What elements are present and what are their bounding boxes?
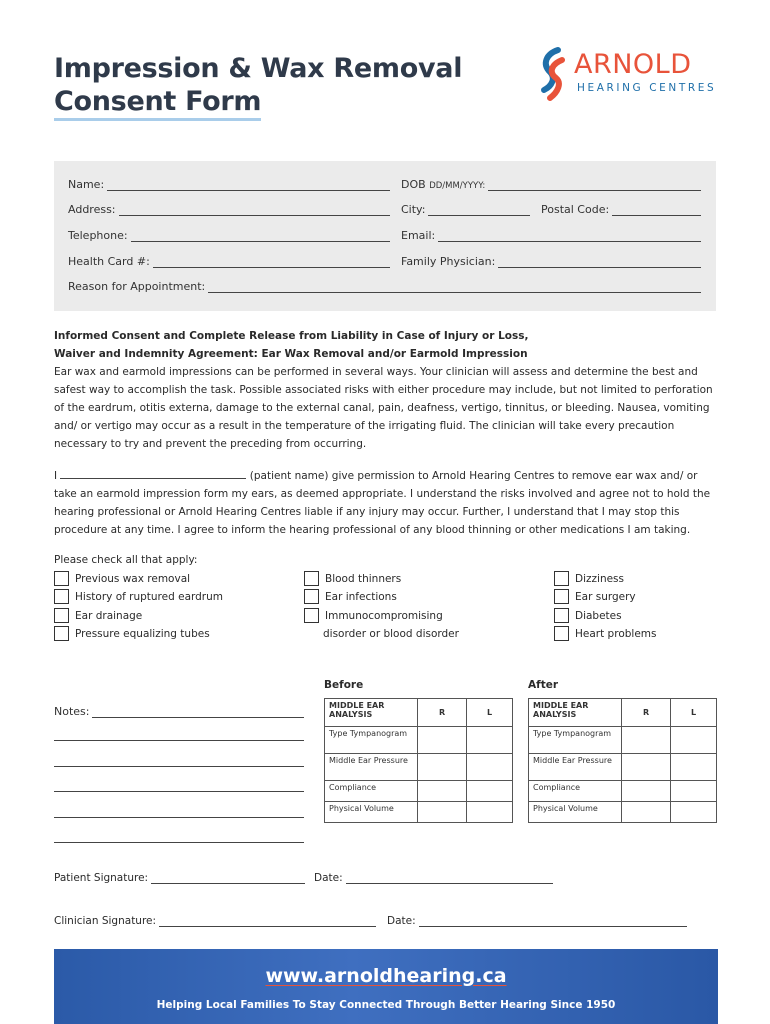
checkbox-item[interactable]: Blood thinners — [304, 570, 401, 588]
consent-heading-2: Waiver and Indemnity Agreement: Ear Wax Removal and/or Earmold Impression — [54, 348, 528, 360]
address-label: Address: — [68, 203, 116, 216]
family-physician-label: Family Physician: — [401, 255, 496, 268]
right-ear-header: R — [622, 699, 671, 727]
clinician-signature-line[interactable] — [159, 915, 376, 927]
checkbox[interactable] — [554, 589, 569, 604]
notes-line[interactable] — [92, 706, 304, 718]
checkbox[interactable] — [54, 626, 69, 641]
table-header-cell: MIDDLE EAR ANALYSIS — [325, 699, 418, 727]
clinician-signature-label: Clinician Signature: — [54, 915, 157, 927]
email-field[interactable] — [401, 228, 701, 242]
checkbox-item[interactable]: Heart problems — [554, 625, 656, 643]
notes-line[interactable] — [54, 740, 304, 741]
patient-date-line[interactable] — [346, 872, 553, 884]
table-cell[interactable] — [418, 754, 467, 781]
checkbox-item[interactable]: History of ruptured eardrum — [54, 588, 223, 606]
postal-code-line[interactable] — [612, 204, 701, 216]
address-line[interactable] — [119, 204, 390, 216]
permission-prefix: I — [54, 470, 58, 482]
postal-code-field[interactable] — [541, 202, 701, 216]
table-cell[interactable] — [418, 727, 467, 754]
city-field[interactable] — [401, 202, 530, 216]
table-cell[interactable] — [622, 781, 671, 802]
checkbox-item[interactable]: Immunocompromising — [304, 607, 443, 625]
checkbox[interactable] — [554, 571, 569, 586]
dob-label: DOB DD/MM/YYYY: — [401, 178, 486, 191]
name-field[interactable] — [68, 177, 390, 191]
row-label: Physical Volume — [529, 802, 622, 823]
email-line[interactable] — [438, 230, 701, 242]
table-cell[interactable] — [671, 802, 717, 823]
consent-heading-1: Informed Consent and Complete Release from Liability in Case of Injury or Loss, — [54, 330, 529, 342]
patient-name-blank[interactable] — [60, 468, 246, 479]
table-header-cell: MIDDLE EAR ANALYSIS — [529, 699, 622, 727]
table-cell[interactable] — [622, 754, 671, 781]
table-cell[interactable] — [671, 781, 717, 802]
table-cell[interactable] — [671, 727, 717, 754]
checkbox[interactable] — [554, 608, 569, 623]
patient-date-field[interactable] — [314, 870, 553, 884]
row-label: Compliance — [325, 781, 418, 802]
row-label: Middle Ear Pressure — [529, 754, 622, 781]
checkbox-item[interactable]: Pressure equalizing tubes — [54, 625, 210, 643]
clinician-date-field[interactable] — [387, 913, 687, 927]
table-cell[interactable] — [467, 802, 513, 823]
health-card-line[interactable] — [153, 256, 390, 268]
after-ear-table — [528, 698, 717, 823]
family-physician-line[interactable] — [498, 256, 701, 268]
notes-line[interactable] — [54, 766, 304, 767]
table-cell[interactable] — [467, 781, 513, 802]
clinician-date-label: Date: — [387, 915, 416, 927]
checkbox-item[interactable]: Ear surgery — [554, 588, 636, 606]
consent-section — [54, 327, 716, 453]
logo-subtitle: HEARING CENTRES — [577, 82, 717, 94]
title-line-1: Impression & Wax Removal — [54, 53, 463, 84]
notes-label: Notes: — [54, 705, 90, 718]
checkbox[interactable] — [304, 589, 319, 604]
checklist-title: Please check all that apply: — [54, 554, 198, 566]
city-line[interactable] — [428, 204, 530, 216]
reason-field[interactable] — [68, 279, 701, 293]
clinician-date-line[interactable] — [419, 915, 687, 927]
reason-line[interactable] — [208, 281, 701, 293]
checkbox[interactable] — [54, 571, 69, 586]
patient-signature-line[interactable] — [151, 872, 305, 884]
health-card-field[interactable] — [68, 254, 390, 268]
row-label: Middle Ear Pressure — [325, 754, 418, 781]
patient-signature-label: Patient Signature: — [54, 872, 149, 884]
row-label: Type Tympanogram — [529, 727, 622, 754]
email-label: Email: — [401, 229, 436, 242]
footer-tagline: Helping Local Families To Stay Connected Through Better Hearing Since 1950 — [156, 999, 616, 1011]
consent-paragraph: Ear wax and earmold impressions can be performed in several ways. Your clinician will assess and determine the best and safest way to accomplish the task. Possible associated risks with either procedure may include, but not limited to perforation of the eardrum, otitis externa, damage to the external canal, pain, deafness, vertigo, tinnitus, or bleeding. Nausea, vomiting and/ or vertigo may occur as a result in the temperature of the irrigating fluid. The clinician will take every precaution necessary to try and prevent the preceding from occurring. — [54, 366, 713, 450]
reason-label: Reason for Appointment: — [68, 280, 206, 293]
notes-field[interactable] — [54, 704, 304, 718]
name-label: Name: — [68, 178, 105, 191]
row-label: Physical Volume — [325, 802, 418, 823]
footer-banner — [54, 949, 718, 1024]
table-cell[interactable] — [418, 781, 467, 802]
dob-line[interactable] — [488, 179, 701, 191]
row-label: Compliance — [529, 781, 622, 802]
website-link[interactable]: www.arnoldhearing.ca — [265, 965, 507, 987]
logo-mark-icon — [536, 46, 570, 102]
dob-field[interactable] — [401, 177, 701, 191]
checkbox-item[interactable]: Diabetes — [554, 607, 622, 625]
postal-code-label: Postal Code: — [541, 203, 610, 216]
arnold-logo — [536, 46, 726, 102]
right-ear-header: R — [418, 699, 467, 727]
after-heading: After — [528, 679, 559, 691]
family-physician-field[interactable] — [401, 254, 701, 268]
clinician-signature-field[interactable] — [54, 913, 376, 927]
notes-line[interactable] — [54, 842, 304, 843]
notes-line[interactable] — [54, 817, 304, 818]
checkbox-item[interactable]: Dizziness — [554, 570, 624, 588]
checkbox[interactable] — [304, 608, 319, 623]
checkbox-item[interactable]: Ear drainage — [54, 607, 142, 625]
title-line-2: Consent Form — [54, 85, 261, 121]
row-label: Type Tympanogram — [325, 727, 418, 754]
notes-line[interactable] — [54, 791, 304, 792]
before-ear-table — [324, 698, 513, 823]
table-cell[interactable] — [671, 754, 717, 781]
table-cell[interactable] — [622, 727, 671, 754]
checkbox[interactable] — [304, 571, 319, 586]
table-cell[interactable] — [622, 802, 671, 823]
checkbox[interactable] — [554, 626, 569, 641]
permission-section — [54, 467, 716, 539]
before-heading: Before — [324, 679, 364, 691]
checkbox[interactable] — [54, 608, 69, 623]
left-ear-header: L — [671, 699, 717, 727]
permission-paragraph: (patient name) give permission to Arnold Hearing Centres to remove ear wax and/ or take an earmold impression form my ears, as deemed appropriate. I understand the risks involved and agree not to hold the hearing professional or Arnold Hearing Centres liable if any injury may occur. Further, I understand that I may stop this procedure at any time. I agree to inform the hearing professional of any blood thinning or other medications I am taking. — [54, 470, 711, 536]
health-card-label: Health Card #: — [68, 255, 150, 268]
table-cell[interactable] — [418, 802, 467, 823]
patient-date-label: Date: — [314, 872, 343, 884]
telephone-line[interactable] — [131, 230, 390, 242]
checkbox-item[interactable]: Ear infections — [304, 588, 397, 606]
page-title — [54, 52, 462, 121]
telephone-field[interactable] — [68, 228, 390, 242]
telephone-label: Telephone: — [68, 229, 128, 242]
checkbox-item[interactable]: Previous wax removal — [54, 570, 190, 588]
logo-wordmark: ARNOLD — [574, 49, 692, 80]
checkbox-continuation: disorder or blood disorder — [323, 628, 459, 640]
name-line[interactable] — [107, 179, 390, 191]
address-field[interactable] — [68, 202, 390, 216]
patient-signature-field[interactable] — [54, 870, 305, 884]
left-ear-header: L — [467, 699, 513, 727]
checkbox[interactable] — [54, 589, 69, 604]
table-cell[interactable] — [467, 754, 513, 781]
city-label: City: — [401, 203, 426, 216]
table-cell[interactable] — [467, 727, 513, 754]
